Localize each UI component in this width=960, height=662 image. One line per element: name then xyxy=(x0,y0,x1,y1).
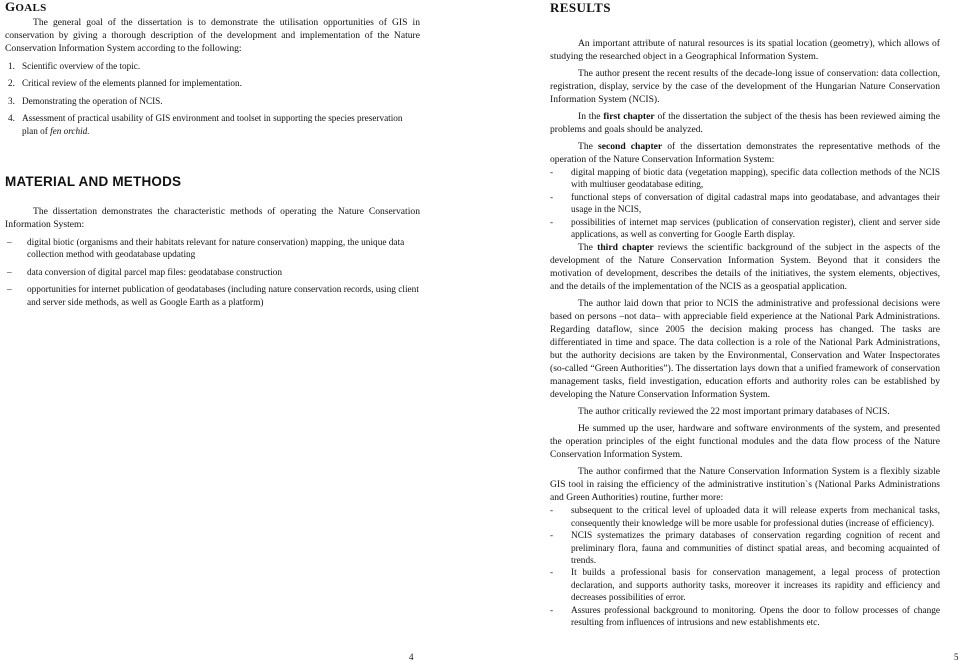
results-paragraph-9: The author confirmed that the Nature Conservation Information System is a flexibly sizable GIS tool in raising the efficiency of the administrative institution`s (National Parks Administrations and Green Authorities) routine, further more: xyxy=(550,466,940,504)
results-paragraph-4: The second chapter of the dissertation demonstrates the representative methods of the operation of the Nature Conservation Information System: xyxy=(550,141,940,165)
results-paragraph-8: He summed up the user, hardware and software environments of the system, and presented the operation principles of the eight functional modules and the data flow process of the Nature Conservation Information System. xyxy=(550,423,940,461)
benefits-list xyxy=(550,505,940,629)
third-chapter-label: third chapter xyxy=(597,242,654,254)
goals-heading xyxy=(5,0,420,14)
right-page xyxy=(480,0,960,662)
material-item: – opportunities for internet publication of geodatabases (including nature conservation records, using client and server side methods, as well as Google Earth as a platform) xyxy=(7,285,419,308)
material-intro: The dissertation demonstrates the characteristic methods of operating the Nature Conservation Information System: xyxy=(5,205,420,230)
results-paragraph-2: The author present the recent results of the decade-long issue of conservation: data collection, registration, display, service by the case of the development of the Hungarian Nature Conservation Information System (NCIS). xyxy=(550,68,940,105)
benefit-item: - It builds a professional basis for conservation management, a legal process of protection declaration, and supports authority tasks, moreover it increases its rapidity and efficiency and decreases possibilities of error. xyxy=(550,568,940,604)
goals-intro: The general goal of the dissertation is to demonstrate the utilisation opportunities of GIS in conservation by giving a thorough description of the development and implementation of the Nature Conservation Information System according to the following: xyxy=(5,17,420,55)
first-chapter-label: first chapter xyxy=(603,111,655,122)
results-paragraph-1: An important attribute of natural resources is its spatial location (geometry), which allows of studying the researched object in a Geographical Information System. xyxy=(550,38,940,62)
chapter2-item: - possibilities of internet map services (publication of conservation register), client and server side applications, as well as converting for Google Earth display. xyxy=(550,217,940,241)
chapter2-item: - digital mapping of biotic data (vegetation mapping), specific data collection methods of the NCIS with multiuser geodatabase editing, xyxy=(550,168,940,191)
goals-item: 1. Scientific overview of the topic. xyxy=(8,60,141,71)
page-number-left: 4 xyxy=(409,652,414,662)
material-item: – data conversion of digital parcel map files: geodatabase construction xyxy=(7,267,283,278)
second-chapter-label: second chapter xyxy=(597,141,663,152)
goals-list xyxy=(8,60,420,138)
left-column xyxy=(5,0,420,309)
chapter2-list xyxy=(550,167,940,241)
goals-heading-rest: OALS xyxy=(15,2,47,14)
benefit-item: - subsequent to the critical level of uploaded data it will release experts from mechanical tasks, consequently their knowledge will be more usable for professional duties (increase of efficiency). xyxy=(550,506,940,529)
material-heading: MATERIAL AND METHODS xyxy=(5,173,182,189)
chapter2-item: - functional steps of conversation of digital cadastral maps into geodatabase, and advantages their usage in the NCIS, xyxy=(550,192,940,216)
goals-item: 2. Critical review of the elements planned for implementation. xyxy=(8,78,242,89)
benefit-item: - NCIS systematizes the primary databases of conservation regarding cognition of recent and preliminary flora, fauna and communities of distinct spatial areas, and becoming acquainted of trends. xyxy=(550,531,940,567)
material-item: – digital biotic (organisms and their habitats relevant for nature conservation) mapping, the unique data collection method with geodatabase updating xyxy=(7,237,405,261)
results-heading: RESULTS xyxy=(550,0,611,15)
page-number-right: 5 xyxy=(954,652,959,662)
goals-item: 4. Assessment of practical usability of GIS environment and toolset in supporting the species preservation plan of fen orchid. xyxy=(8,113,403,136)
results-paragraph-5: The third chapter reviews the scientific background of the subject in the aspects of the development of the Nature Conservation Information System. Beyond that it considers the motivation of development, describes the details of the initiatives, the system elements, objectives, and the details of the implementation of the NCIS as a geospatial application. xyxy=(550,242,940,293)
results-paragraph-7: The author critically reviewed the 22 most important primary databases of NCIS. xyxy=(578,406,890,418)
results-paragraph-3: In the first chapter of the dissertation the subject of the thesis has been reviewed aiming the problems and goals should be analyzed. xyxy=(550,111,940,135)
right-column xyxy=(550,0,940,630)
results-paragraph-6: The author laid down that prior to NCIS the administrative and professional decisions were based on persons –not data– with appreciable field experience at the National Park Administrations. Regarding dataflow, since 2005 the decision making process has changed. The tasks are differentiated in time and space. The data collection is a role of the National Park Administrations, but the authority decisions are taken by the Environmental, Conservation and Water Inspectorates (so-called “Green Authorities”). The dissertation lays down that a unified framework of conservation management tasks, field investigation, education efforts and authority roles can be established by developing the Nature Conservation Information System. xyxy=(550,298,940,401)
goals-item: 3. Demonstrating the operation of NCIS. xyxy=(8,95,163,106)
material-list xyxy=(5,237,420,309)
goals-heading-initial: G xyxy=(5,0,16,14)
benefit-item: - Assures professional background to monitoring. Opens the door to follow processes of change resulting from influences of intrusions and new establishments etc. xyxy=(550,605,940,629)
